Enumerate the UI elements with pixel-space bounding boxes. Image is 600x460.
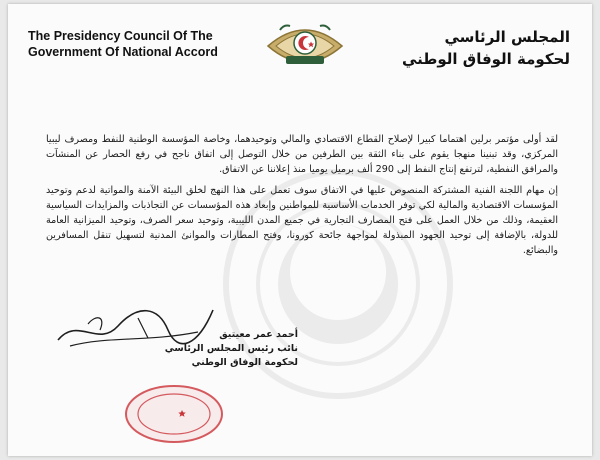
header-ar-line2: لحكومة الوفاق الوطني: [401, 50, 570, 68]
document-page: [8, 4, 592, 456]
paragraph-2: إن مهام اللجنة الفنية المشتركة المنصوص عليها في الاتفاق سوف تعمل على هذا النهج لخلق البيئة الآمنة والمواتية لدعم وتوحيد المؤسسات الاقتصادية والمالية لكي توفر الخدمات الأساسية للمواطنين وإبعاد هذه المؤسسات عن التجاذبات والمزايدات السياسية العقيمة، وذلك من خلال العمل على فتح المصارف التجارية في جميع المدن الليبية، وتوحيد سعر الصرف، وتوحيد الميزانية العامة للدولة، بالإضافة إلى توحيد الجهود المبذولة لمواجهة جائحة كورونا، وفتح المطارات والموانئ المدنية لتسهيل تنقل المسافرين والبضائع.: [46, 185, 558, 256]
header-english: [28, 28, 258, 60]
emblem-icon: [260, 16, 350, 78]
header-en-line2: Government Of National Accord: [28, 45, 218, 59]
signatory-block: [158, 328, 298, 370]
header-en-line1: The Presidency Council Of The: [28, 29, 213, 43]
signatory-title-line1: نائب رئيس المجلس الرئاسي: [164, 343, 298, 354]
signatory-name: أحمد عمر معيتيق: [219, 329, 298, 340]
header-ar-line1: المجلس الرئاسي: [444, 28, 570, 46]
signatory-title-line2: لحكومة الوفاق الوطني: [191, 357, 298, 368]
header-arabic: [370, 26, 570, 70]
official-stamp-icon: [122, 382, 226, 446]
letter-body: [46, 132, 558, 264]
paragraph-1: لقد أولى مؤتمر برلين اهتماما كبيرا لإصلاح القطاع الاقتصادي والمالي وتوحيدهما، وخاصة المؤسسة الوطنية للنفط ومصرف ليبيا المركزي، وقد تبنينا منهجا يقوم على بناء الثقة بين الطرفين من خلال التوصل إلى اتفاق ناجح في رفع الحصار عن المنشآت والمرافق النفطية، لترتفع إنتاج النفط إلى 290 ألف برميل يوميا منذ إعلاننا عن الاتفاق.: [46, 134, 558, 175]
